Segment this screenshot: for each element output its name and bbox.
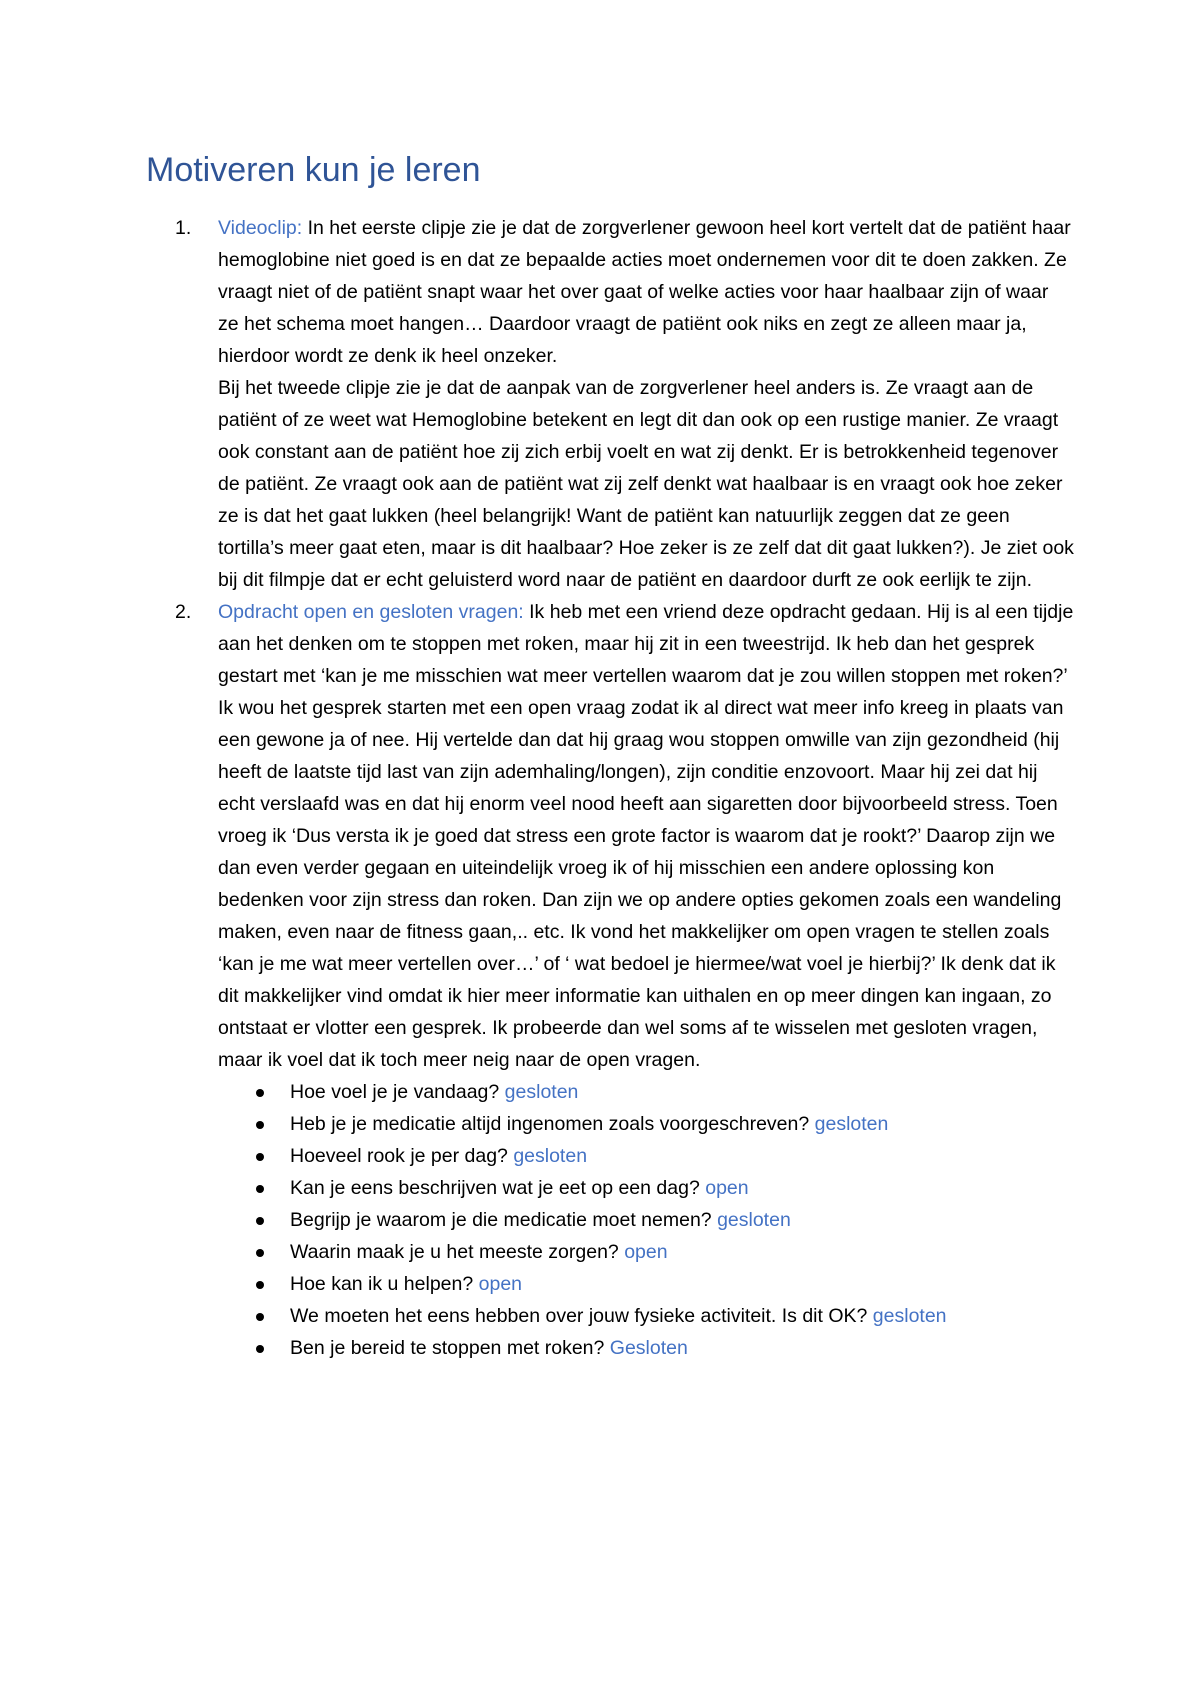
question-text: Kan je eens beschrijven wat je eet op een dag? bbox=[290, 1177, 700, 1199]
section-label: Videoclip: bbox=[218, 217, 303, 239]
list-item-videoclip bbox=[175, 212, 1074, 596]
question-type: Gesloten bbox=[609, 1337, 688, 1359]
bullet-icon bbox=[256, 1249, 264, 1257]
question-text: Hoe voel je je vandaag? bbox=[290, 1081, 500, 1103]
bullet-icon bbox=[256, 1313, 264, 1321]
question-text: Heb je je medicatie altijd ingenomen zoals voorgeschreven? bbox=[290, 1113, 810, 1135]
list-item bbox=[290, 1172, 1074, 1204]
paragraph-text: In het eerste clipje zie je dat de zorgverlener gewoon heel kort vertelt dat de patiënt haar hemoglobine niet goed is en dat ze bepaalde acties moet ondernemen voor dit te doen zakken. Ze vraagt niet of de patiënt snapt waar het over gaat of welke acties voor haar haalbaar zijn of waar ze het schema moet hangen… Daardoor vraagt de patiënt ook niks en zegt ze alleen maar ja, hierdoor wordt ze denk ik heel onzeker. bbox=[218, 217, 1071, 367]
question-text: Waarin maak je u het meeste zorgen? bbox=[290, 1241, 619, 1263]
question-text: Ben je bereid te stoppen met roken? bbox=[290, 1337, 605, 1359]
question-type: open bbox=[705, 1177, 749, 1199]
bullet-icon bbox=[256, 1217, 264, 1225]
list-item bbox=[290, 1300, 1074, 1332]
question-type: gesloten bbox=[814, 1113, 889, 1135]
paragraph-text: Bij het tweede clipje zie je dat de aanpak van de zorgverlener heel anders is. Ze vraagt aan de patiënt of ze weet wat Hemoglobine betekent en legt dit dan ook op een rustige manier. Ze vraagt ook constant aan de patiënt hoe zij zich erbij voelt en wat zij denkt. Er is betrokkenheid tegenover de patiënt. Ze vraagt ook aan de patiënt wat zij zelf denkt wat haalbaar is en vraagt ook hoe zeker ze is dat het gaat lukken (heel belangrijk! Want de patiënt kan natuurlijk zeggen dat ze geen tortilla’s meer gaat eten, maar is dit haalbaar? Hoe zeker is ze zelf dat dit gaat lukken?). Je ziet ook bij dit filmpje dat er echt geluisterd word naar de patiënt en daardoor durft ze ook eerlijk te zijn. bbox=[218, 377, 1074, 591]
question-type: gesloten bbox=[872, 1305, 947, 1327]
bullet-icon bbox=[256, 1281, 264, 1289]
question-text: Hoe kan ik u helpen? bbox=[290, 1273, 474, 1295]
section-label: Opdracht open en gesloten vragen: bbox=[218, 601, 524, 623]
bullet-icon bbox=[256, 1089, 264, 1097]
question-list bbox=[218, 1076, 1074, 1364]
numbered-list bbox=[175, 212, 1074, 1364]
page-title: Motiveren kun je leren bbox=[146, 151, 481, 189]
bullet-icon bbox=[256, 1153, 264, 1161]
list-item bbox=[290, 1332, 1074, 1364]
paragraph-text: Ik heb met een vriend deze opdracht gedaan. Hij is al een tijdje aan het denken om te stoppen met roken, maar hij zit in een tweestrijd. Ik heb dan het gesprek gestart met ‘kan je me misschien wat meer vertellen waarom dat je zou willen stoppen met roken?’ Ik wou het gesprek starten met een open vraag zodat ik al direct wat meer info kreeg in plaats van een gewone ja of nee. Hij vertelde dan dat hij graag wou stoppen omwille van zijn gezondheid (hij heeft de laatste tijd last van zijn ademhaling/longen), zijn conditie enzovoort. Maar hij zei dat hij echt verslaafd was en dat hij enorm veel nood heeft aan sigaretten door bijvoorbeeld stress. Toen vroeg ik ‘Dus versta ik je goed dat stress een grote factor is waarom dat je rookt?’ Daarop zijn we dan even verder gegaan en uiteindelijk vroeg ik of hij misschien een andere oplossing kon bedenken voor zijn stress dan roken. Dan zijn we op andere opties gekomen zoals een wandeling maken, even naar de fitness gaan,.. etc. Ik vond het makkelijker om open vragen te stellen zoals ‘kan je me wat meer vertellen over…’ of ‘ wat bedoel je hiermee/wat voel je hierbij?’ Ik denk dat ik dit makkelijker vind omdat ik hier meer informatie kan uithalen en op meer dingen kan ingaan, zo ontstaat er vlotter een gesprek. Ik probeerde dan wel soms af te wisselen met gesloten vragen, maar ik voel dat ik toch meer neig naar de open vragen. bbox=[218, 601, 1074, 1071]
question-type: open bbox=[478, 1273, 523, 1295]
bullet-icon bbox=[256, 1185, 264, 1193]
question-type: open bbox=[624, 1241, 668, 1263]
paragraph bbox=[218, 596, 1074, 1076]
list-item bbox=[290, 1268, 1074, 1300]
question-text: Hoeveel rook je per dag? bbox=[290, 1145, 508, 1167]
list-item bbox=[290, 1140, 1074, 1172]
paragraph bbox=[218, 212, 1074, 372]
question-type: gesloten bbox=[504, 1081, 579, 1103]
question-type: gesloten bbox=[513, 1145, 588, 1167]
list-number: 2. bbox=[175, 601, 192, 623]
paragraph bbox=[218, 372, 1074, 596]
bullet-icon bbox=[256, 1121, 264, 1129]
list-item bbox=[290, 1236, 1074, 1268]
list-number: 1. bbox=[175, 217, 192, 239]
list-item bbox=[290, 1108, 1074, 1140]
bullet-icon bbox=[256, 1345, 264, 1353]
list-item-opdracht bbox=[175, 596, 1074, 1364]
list-item bbox=[290, 1076, 1074, 1108]
question-text: We moeten het eens hebben over jouw fysieke activiteit. Is dit OK? bbox=[290, 1305, 868, 1327]
list-item bbox=[290, 1204, 1074, 1236]
question-type: gesloten bbox=[717, 1209, 791, 1231]
question-text: Begrijp je waarom je die medicatie moet nemen? bbox=[290, 1209, 712, 1231]
